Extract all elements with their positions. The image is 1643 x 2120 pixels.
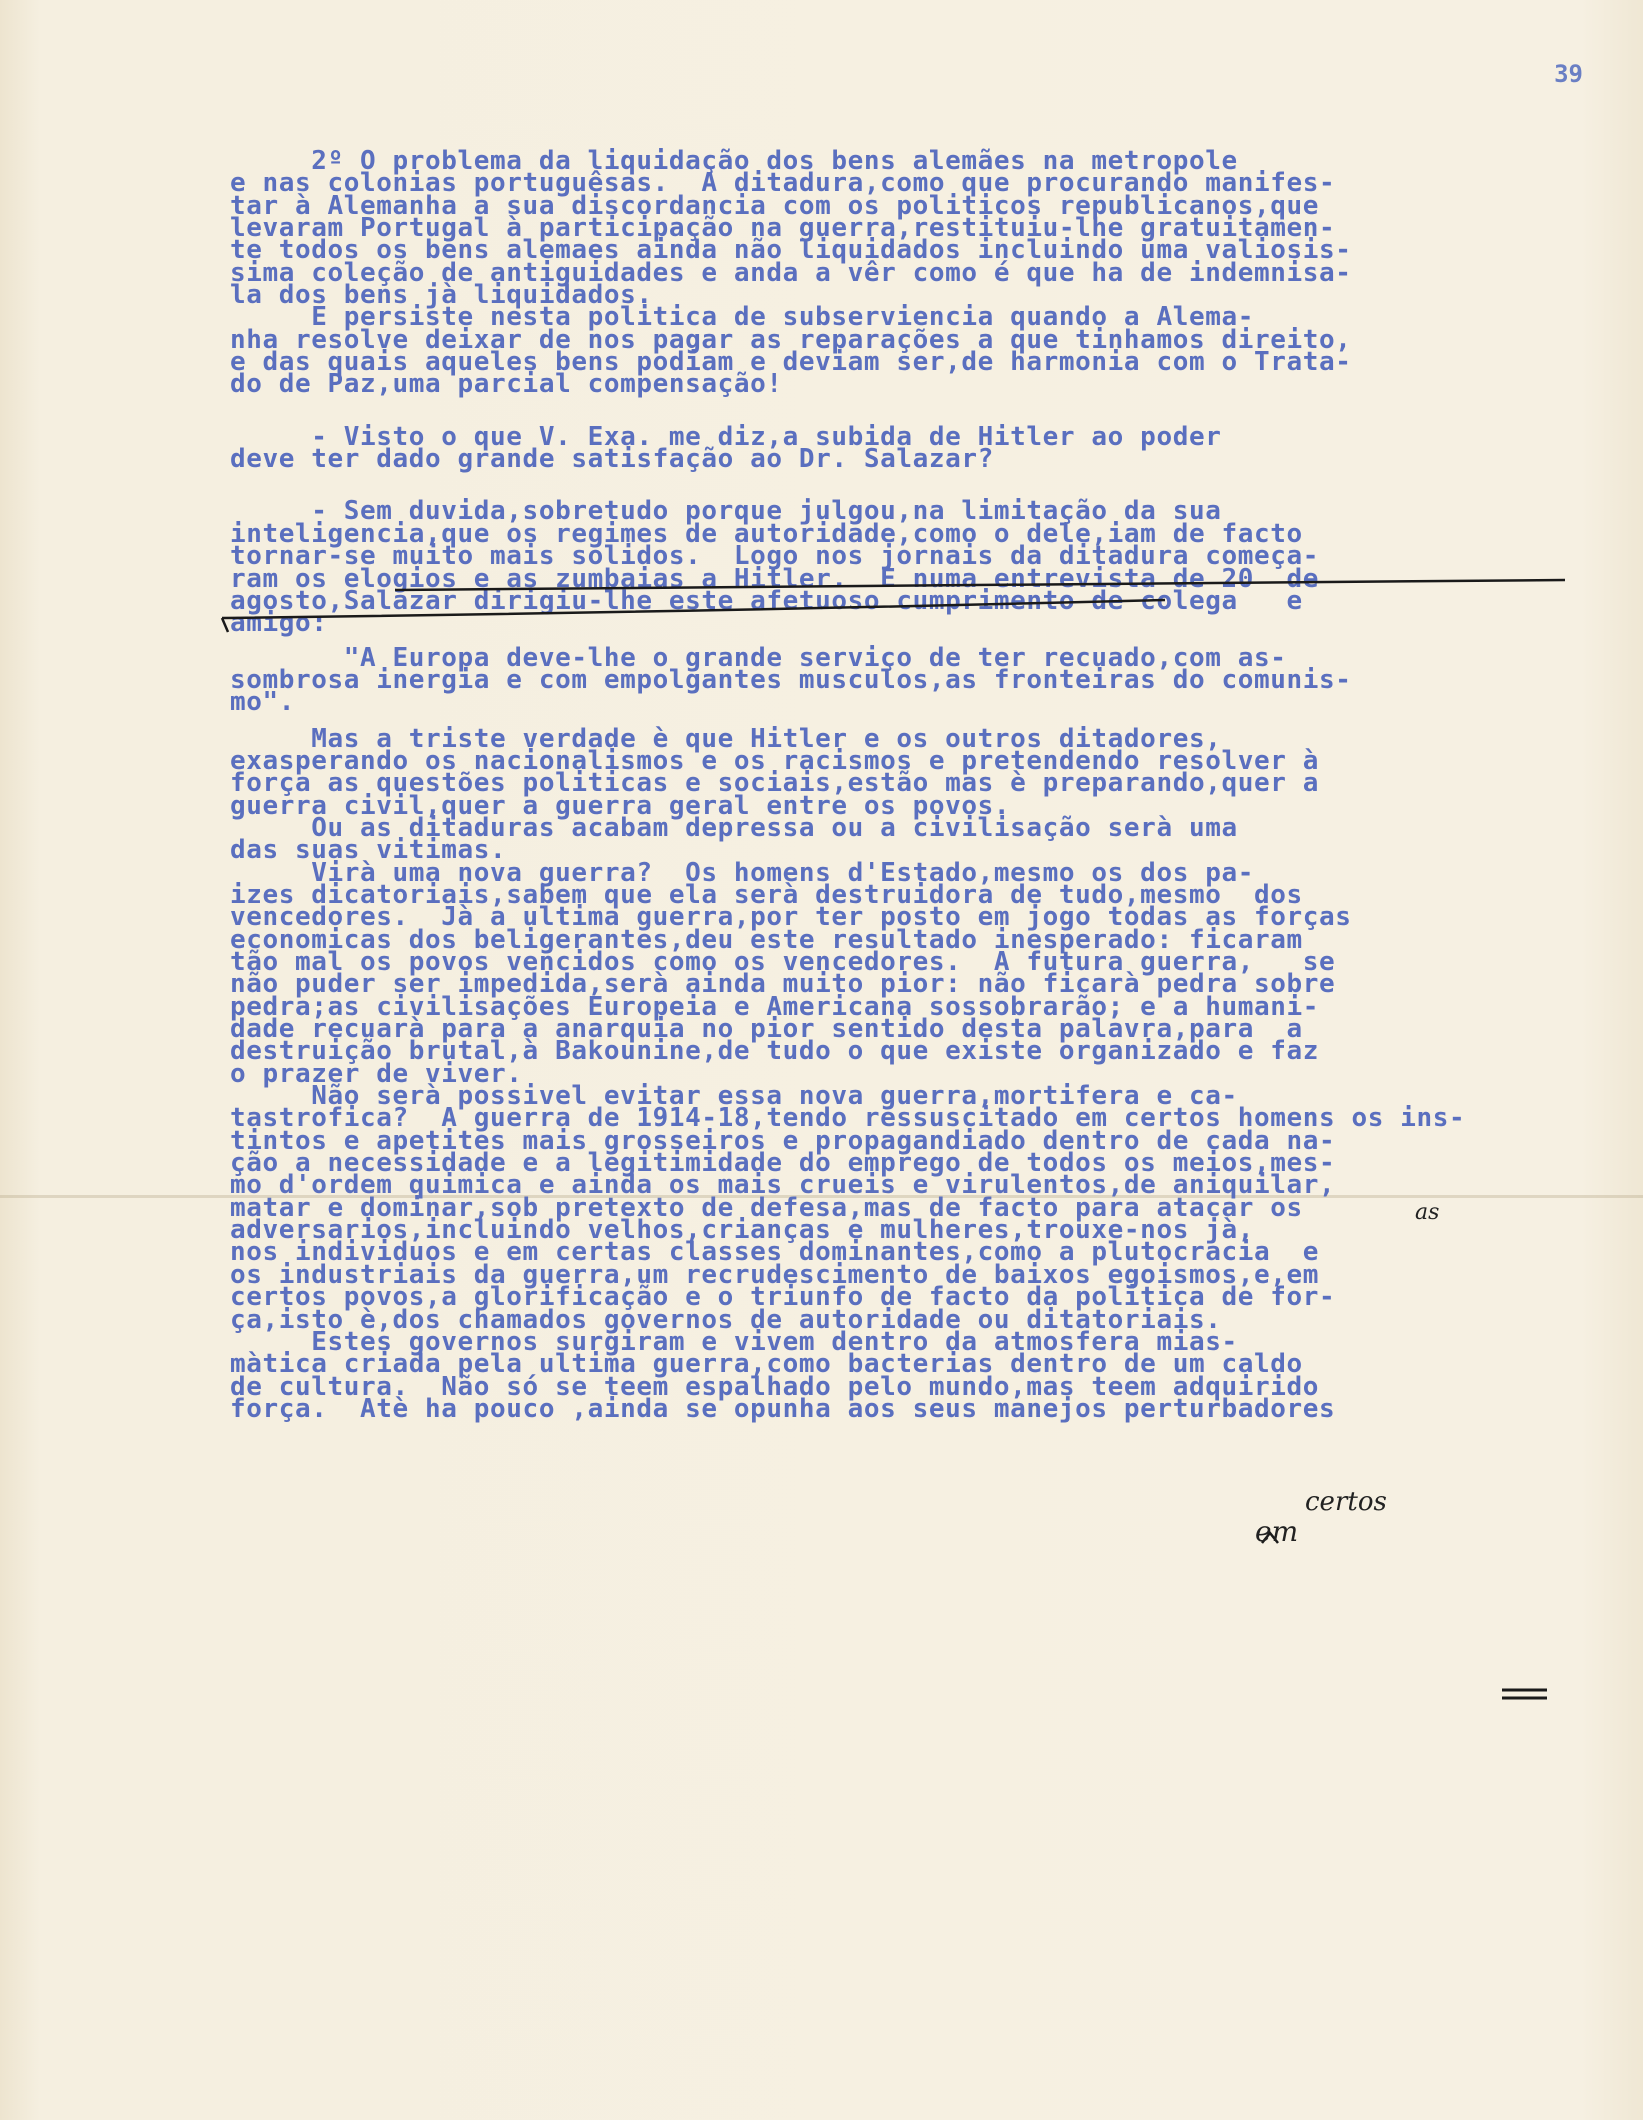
text-line: ça,isto è,dos chamados governos de autoridade ou ditatoriais. [230,1304,1222,1335]
text-line: izes dicatoriais,sabem que ela serà destruidora de tudo,mesmo dos [230,879,1303,910]
handwritten-insertion-certos: certos [1305,1487,1387,1517]
text-line: la dos bens jà liquidados. [230,280,653,311]
text-line: levaram Portugal à participação na guerra,restituiu-lhe gratuitamen- [230,213,1336,244]
text-line: não puder ser impedida,serà ainda muito pior: não ficarà pedra sobre [230,969,1336,1000]
page-number: 39 [1554,60,1583,88]
text-line: do de Paz,uma parcial compensação! [230,369,783,400]
text-line: de cultura. Não só se teem espalhado pelo mundo,mas teem adquirido [230,1371,1319,1402]
text-line: matar e dominar,sob pretexto de defesa,mas de facto para atacar os [230,1192,1303,1223]
text-line: tão mal os povos vencidos como os vencedores. A futura guerra, se [230,947,1336,977]
text-line: dade recuarà para a anarquia no pior sentido desta palavra,para a [230,1014,1303,1045]
text-line: pedra;as civilisações Europeia e Americana sossobrarão; e a humani- [230,991,1319,1022]
text-line: os industriais da guerra,um recrudescimento de baixos egoismos,e,em [230,1259,1319,1290]
typed-body-text [230,146,1590,1424]
text-line: nos individuos e em certas classes dominantes,como a plutocracia e [230,1237,1319,1268]
text-line: 2º O problema da liquidação dos bens alemães na metropole [230,146,1238,176]
text-line: te todos os bens alemaes ainda não liquidados incluindo uma valiosis- [230,235,1352,266]
text-line: mo d'ordem quimica e ainda os mais crueis e virulentos,de aniquilar, [230,1170,1336,1201]
text-line: economicas dos beligerantes,deu este resultado inesperado: ficaram [230,924,1303,955]
text-line: Mas a triste verdade è que Hitler e os outros ditadores, [230,723,1222,754]
text-line: certos povos,a glorificação e o triunfo de facto da politica de for- [230,1282,1336,1313]
text-line: tar à Alemanha a sua discordancia com os politicos republicanos,que [230,190,1319,221]
text-line: o prazer de viver. [230,1058,523,1089]
text-line: - Sem duvida,sobretudo porque julgou,na limitação da sua [230,496,1222,527]
text-line: tintos e apetites mais grosseiros e propagandiado dentro de cada na- [230,1125,1336,1156]
text-line: amigo: [230,608,328,639]
text-line: E persiste nesta politica de subserviencia quando a Alema- [230,302,1254,333]
text-line: màtica criada pela ultima guerra,como bacterias dentro de um caldo [230,1349,1303,1380]
text-line: Estes governos surgiram e vivem dentro da atmosfera mias- [230,1326,1238,1357]
paragraph-block [230,496,1590,639]
text-line: Não serà possivel evitar essa nova guerra,mortifera e ca- [230,1081,1238,1112]
text-line: - Visto o que V. Exa. me diz,a subida de Hitler ao poder [230,421,1222,452]
text-line: sima coleção de antiguidades e anda a vêr como é que ha de indemnisa- [230,257,1352,288]
text-line: ram os elogios e as zumbaias a Hitler. E numa entrevista de 20 de [230,563,1319,594]
text-line: das suas vitimas. [230,835,507,866]
paragraph-block [230,723,1590,1424]
text-line: tastrofica? A guerra de 1914-18,tendo ressuscitado em certos homens os ins- [230,1103,1466,1134]
text-line: inteligencia,que os regimes de autoridade,como o dele,iam de facto [230,518,1303,549]
text-line: força. Atè ha pouco ,ainda se opunha aos seus manejos perturbadores [230,1393,1336,1424]
text-line: "A Europa deve-lhe o grande serviço de ter recuado,com as- [230,642,1287,673]
text-line: tornar-se muito mais solidos. Logo nos jornais da ditadura começa- [230,541,1319,572]
text-line: Virà uma nova guerra? Os homens d'Estado,mesmo os dos pa- [230,857,1254,888]
text-line: nha resolve deixar de nos pagar as reparações a que tinhamos direito, [230,324,1352,355]
bracket-mark [222,618,228,632]
text-line: adversarios,incluindo velhos,crianças e mulheres,trouxe-nos jà, [230,1215,1254,1246]
handwritten-insertion-as: as [1415,1200,1440,1225]
text-line: sombrosa inergia e com empolgantes musculos,as fronteiras do comunis- [230,664,1352,695]
text-line: destruição brutal,à Bakounine,de tudo o que existe organizado e faz [230,1036,1319,1067]
text-line: exasperando os nacionalismos e os racismos e pretendendo resolver à [230,745,1319,776]
text-line: mo". [230,687,296,718]
text-line: Ou as ditaduras acabam depressa ou a civilisação serà uma [230,812,1238,843]
text-line: agosto,Salazar dirigiu-lhe este afetuoso cumprimento de colega e [230,585,1303,616]
text-line: força as questões politicas e sociais,estão mas è preparando,quer a [230,768,1319,799]
text-line: deve ter dado grande satisfação ao Dr. Salazar? [230,444,994,475]
paragraph-block [230,146,1590,400]
text-line: ção a necessidade e a legitimidade do emprego de todos os meios,mes- [230,1148,1336,1179]
text-line: e nas colonias portuguêsas. A ditadura,como que procurando manifes- [230,168,1336,199]
text-line: vencedores. Jà a ultima guerra,por ter posto em jogo todas as forças [230,902,1352,933]
text-line: guerra civil,quer a guerra geral entre os povos. [230,790,1011,821]
paragraph-block [230,642,1590,718]
handwritten-insertion-em: em [1255,1515,1299,1548]
strike-double-mark [1502,1690,1547,1698]
text-line: e das quais aqueles bens podiam e deviam ser,de harmonia com o Trata- [230,347,1352,378]
paragraph-block [230,421,1590,475]
